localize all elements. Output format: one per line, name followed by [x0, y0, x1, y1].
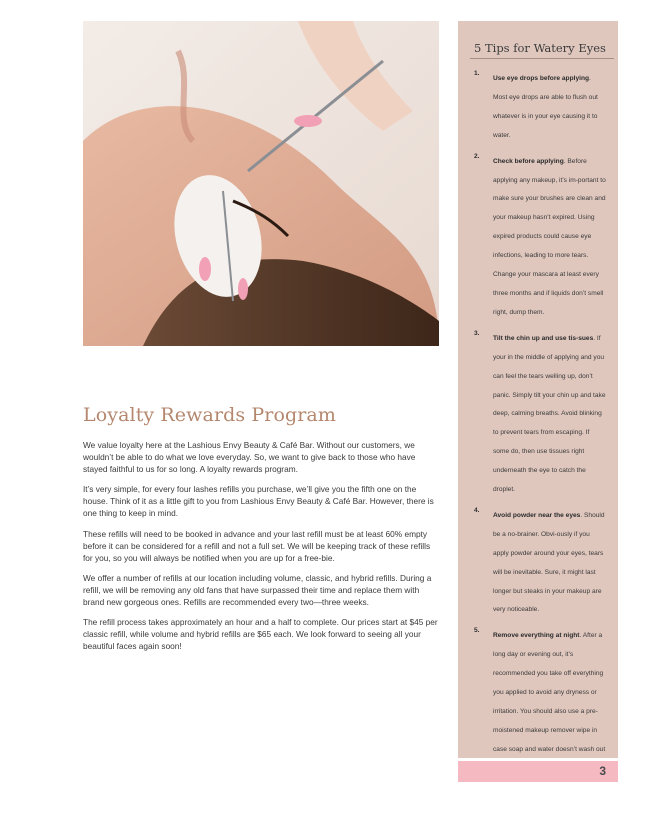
tip-item [474, 327, 606, 497]
footer-bar [458, 761, 618, 782]
article-paragraph: The refill process takes approximately an hour and a half to complete. Our prices start at $45 per classic refill, while volume and hybrid refills are $65 each. We look forward to seeing all your beautiful faces again soon! [83, 617, 438, 652]
tip-text [493, 512, 605, 614]
tip-heading: Use eye drops before applying [493, 75, 590, 82]
tip-text [493, 158, 606, 316]
tips-sidebar [458, 21, 618, 758]
tip-body: . If your in the middle of applying and you can feel the tears welling up, don’t panic. Simply tilt your chin up and take deep, calming breaths. Avoid blinking to prevent tears from escaping. If some do, then use tissues right underneath the eye to catch the droplet. [493, 334, 606, 494]
sidebar-title: 5 Tips for Watery Eyes [474, 41, 606, 55]
tip-heading: Avoid powder near the eyes [493, 511, 581, 519]
article-paragraph: We offer a number of refills at our location including volume, classic, and hybrid refills. During a refill, we will be removing any old fans that have surpassed their time and replace them with brand new gorgeous ones. Refills are recommended every two—three weeks. [83, 572, 432, 608]
tip-heading: Tilt the chin up and use tis-sues [493, 334, 594, 342]
tip-body: . Should be a no-brainer. Obvi-ously if you apply powder around your eyes, tears will be inevitable. Sure, it might last longer but steaks in your makeup are very noticeable. [493, 511, 605, 614]
tip-item [474, 150, 606, 320]
article-paragraph: We value loyalty here at the Lashious Envy Beauty & Café Bar. Without our customers, we wouldn’t be able to do what we love everyday. So, we want to give back to those who have stayed faithful to us for so long. A loyalty rewards program. [83, 440, 416, 475]
tip-number: 3. [474, 329, 480, 337]
article-body [83, 439, 439, 660]
tip-item [474, 624, 606, 775]
page-number: 3 [599, 764, 606, 778]
tip-body: . Most eye drops are able to flush out whatever is in your eye causing it to water. [493, 75, 598, 139]
photo-illustration [83, 21, 439, 346]
article-title: Loyalty Rewards Program [83, 404, 336, 426]
tip-text [493, 335, 606, 493]
eyelash-extension-photo [83, 21, 439, 346]
sidebar-divider [470, 58, 614, 59]
article-paragraph: These refills will need to be booked in advance and your last refill must be at least 60% empty before it can be considered for a refill and not a full set. We will be keeping track of these refills for you, so you will always be notified when you are up for a free-bie. [83, 528, 431, 563]
tip-number: 2. [474, 152, 480, 160]
tip-item [474, 67, 606, 143]
tip-body: . After a long day or evening out, it’s recommended you take off everything you applied to avoid any dryness or irritation. You should also use a pre-moistened makeup remover wipe in case soap and water doesn’t wash out [493, 632, 606, 753]
tips-list [474, 67, 606, 783]
tip-body: . Before applying any makeup, it’s im-portant to make sure your brushes are clean and your makeup hasn’t expired. Using expired products could cause eye infections, leading to more tears. Change your mascara at least every three months and if liquids don’t smell right, dump them. [493, 157, 606, 316]
tip-item [474, 504, 606, 617]
tip-number: 4. [474, 506, 480, 514]
tip-number: 1. [474, 70, 480, 77]
article-paragraph: It’s very simple, for every four lashes refills you purchase, we’ll give you the fifth one on the house. Think of it as a little gift to you from Lashious Envy Beauty & Café Bar. However, there is one thing to keep in mind. [83, 484, 434, 519]
tip-text [493, 75, 598, 139]
tip-text [493, 632, 605, 771]
tip-heading: Remove everything at night [493, 632, 580, 640]
tip-heading: Check before applying [493, 157, 564, 165]
tip-number: 5. [474, 627, 480, 635]
